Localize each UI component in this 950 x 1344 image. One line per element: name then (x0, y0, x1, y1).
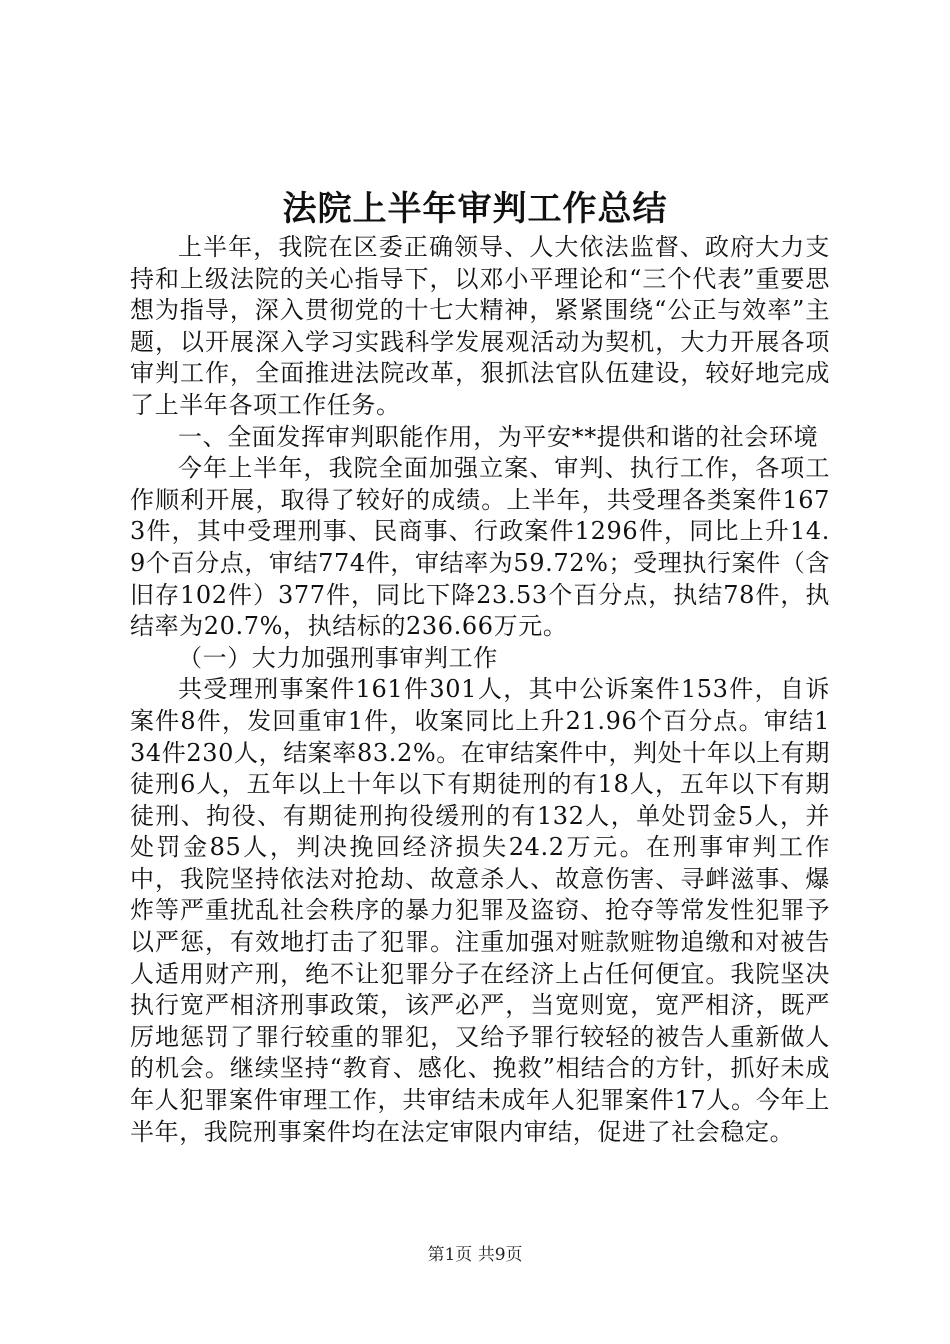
document-title: 法院上半年审判工作总结 (282, 189, 668, 229)
page-number-footer: 第1页 共9页 (427, 1245, 523, 1265)
summary-paragraph: 今年上半年，我院全面加强立案、审判、执行工作，各项工作顺利开展，取得了较好的成绩。上半年，共受理各类案件1673件，其中受理刑事、民商事、行政案件1296件，同比上升14.9个百分点，审结774件，审结率为59.72%；受理执行案件（含旧存102件）377件，同比下降23.53个百分点，执结78件，执结率为20.7%，执结标的236.66万元。 (130, 454, 830, 641)
section-heading-1: 一、全面发挥审判职能作用，为平安**提供和谐的社会环境 (178, 422, 819, 451)
document-body (130, 232, 830, 1148)
subsection-heading-1: （一）大力加强刑事审判工作 (178, 643, 498, 672)
criminal-trial-paragraph: 共受理刑事案件161件301人，其中公诉案件153件，自诉案件8件，发回重审1件，收案同比上升21.96个百分点。审结134件230人，结案率83.2%。在审结案件中，判处十年以上有期徒刑6人，五年以上十年以下有期徒刑的有18人，五年以下有期徒刑、拘役、有期徒刑拘役缓刑的有132人，单处罚金5人，并处罚金85人，判决挽回经济损失24.2万元。在刑事审判工作中，我院坚持依法对抢劫、故意杀人、故意伤害、寻衅滋事、爆炸等严重扰乱社会秩序的暴力犯罪及盗窃、抢夺等常发性犯罪予以严惩，有效地打击了犯罪。注重加强对赃款赃物追缴和对被告人适用财产刑，绝不让犯罪分子在经济上占任何便宜。我院坚决执行宽严相济刑事政策，该严必严，当宽则宽，宽严相济，既严厉地惩罚了罪行较重的罪犯，又给予罪行较轻的被告人重新做人的机会。继续坚持“教育、感化、挽救”相结合的方针，抓好未成年人犯罪案件审理工作，共审结未成年人犯罪案件17人。今年上半年，我院刑事案件均在法定审限内审结，促进了社会稳定。 (130, 675, 830, 1146)
intro-paragraph: 上半年，我院在区委正确领导、人大依法监督、政府大力支持和上级法院的关心指导下，以邓小平理论和“三个代表”重要思想为指导，深入贯彻党的十七大精神，紧紧围绕“公正与效率”主题，以开展深入学习实践科学发展观活动为契机，大力开展各项审判工作，全面推进法院改革，狠抓法官队伍建设，较好地完成了上半年各项工作任务。 (130, 233, 830, 419)
